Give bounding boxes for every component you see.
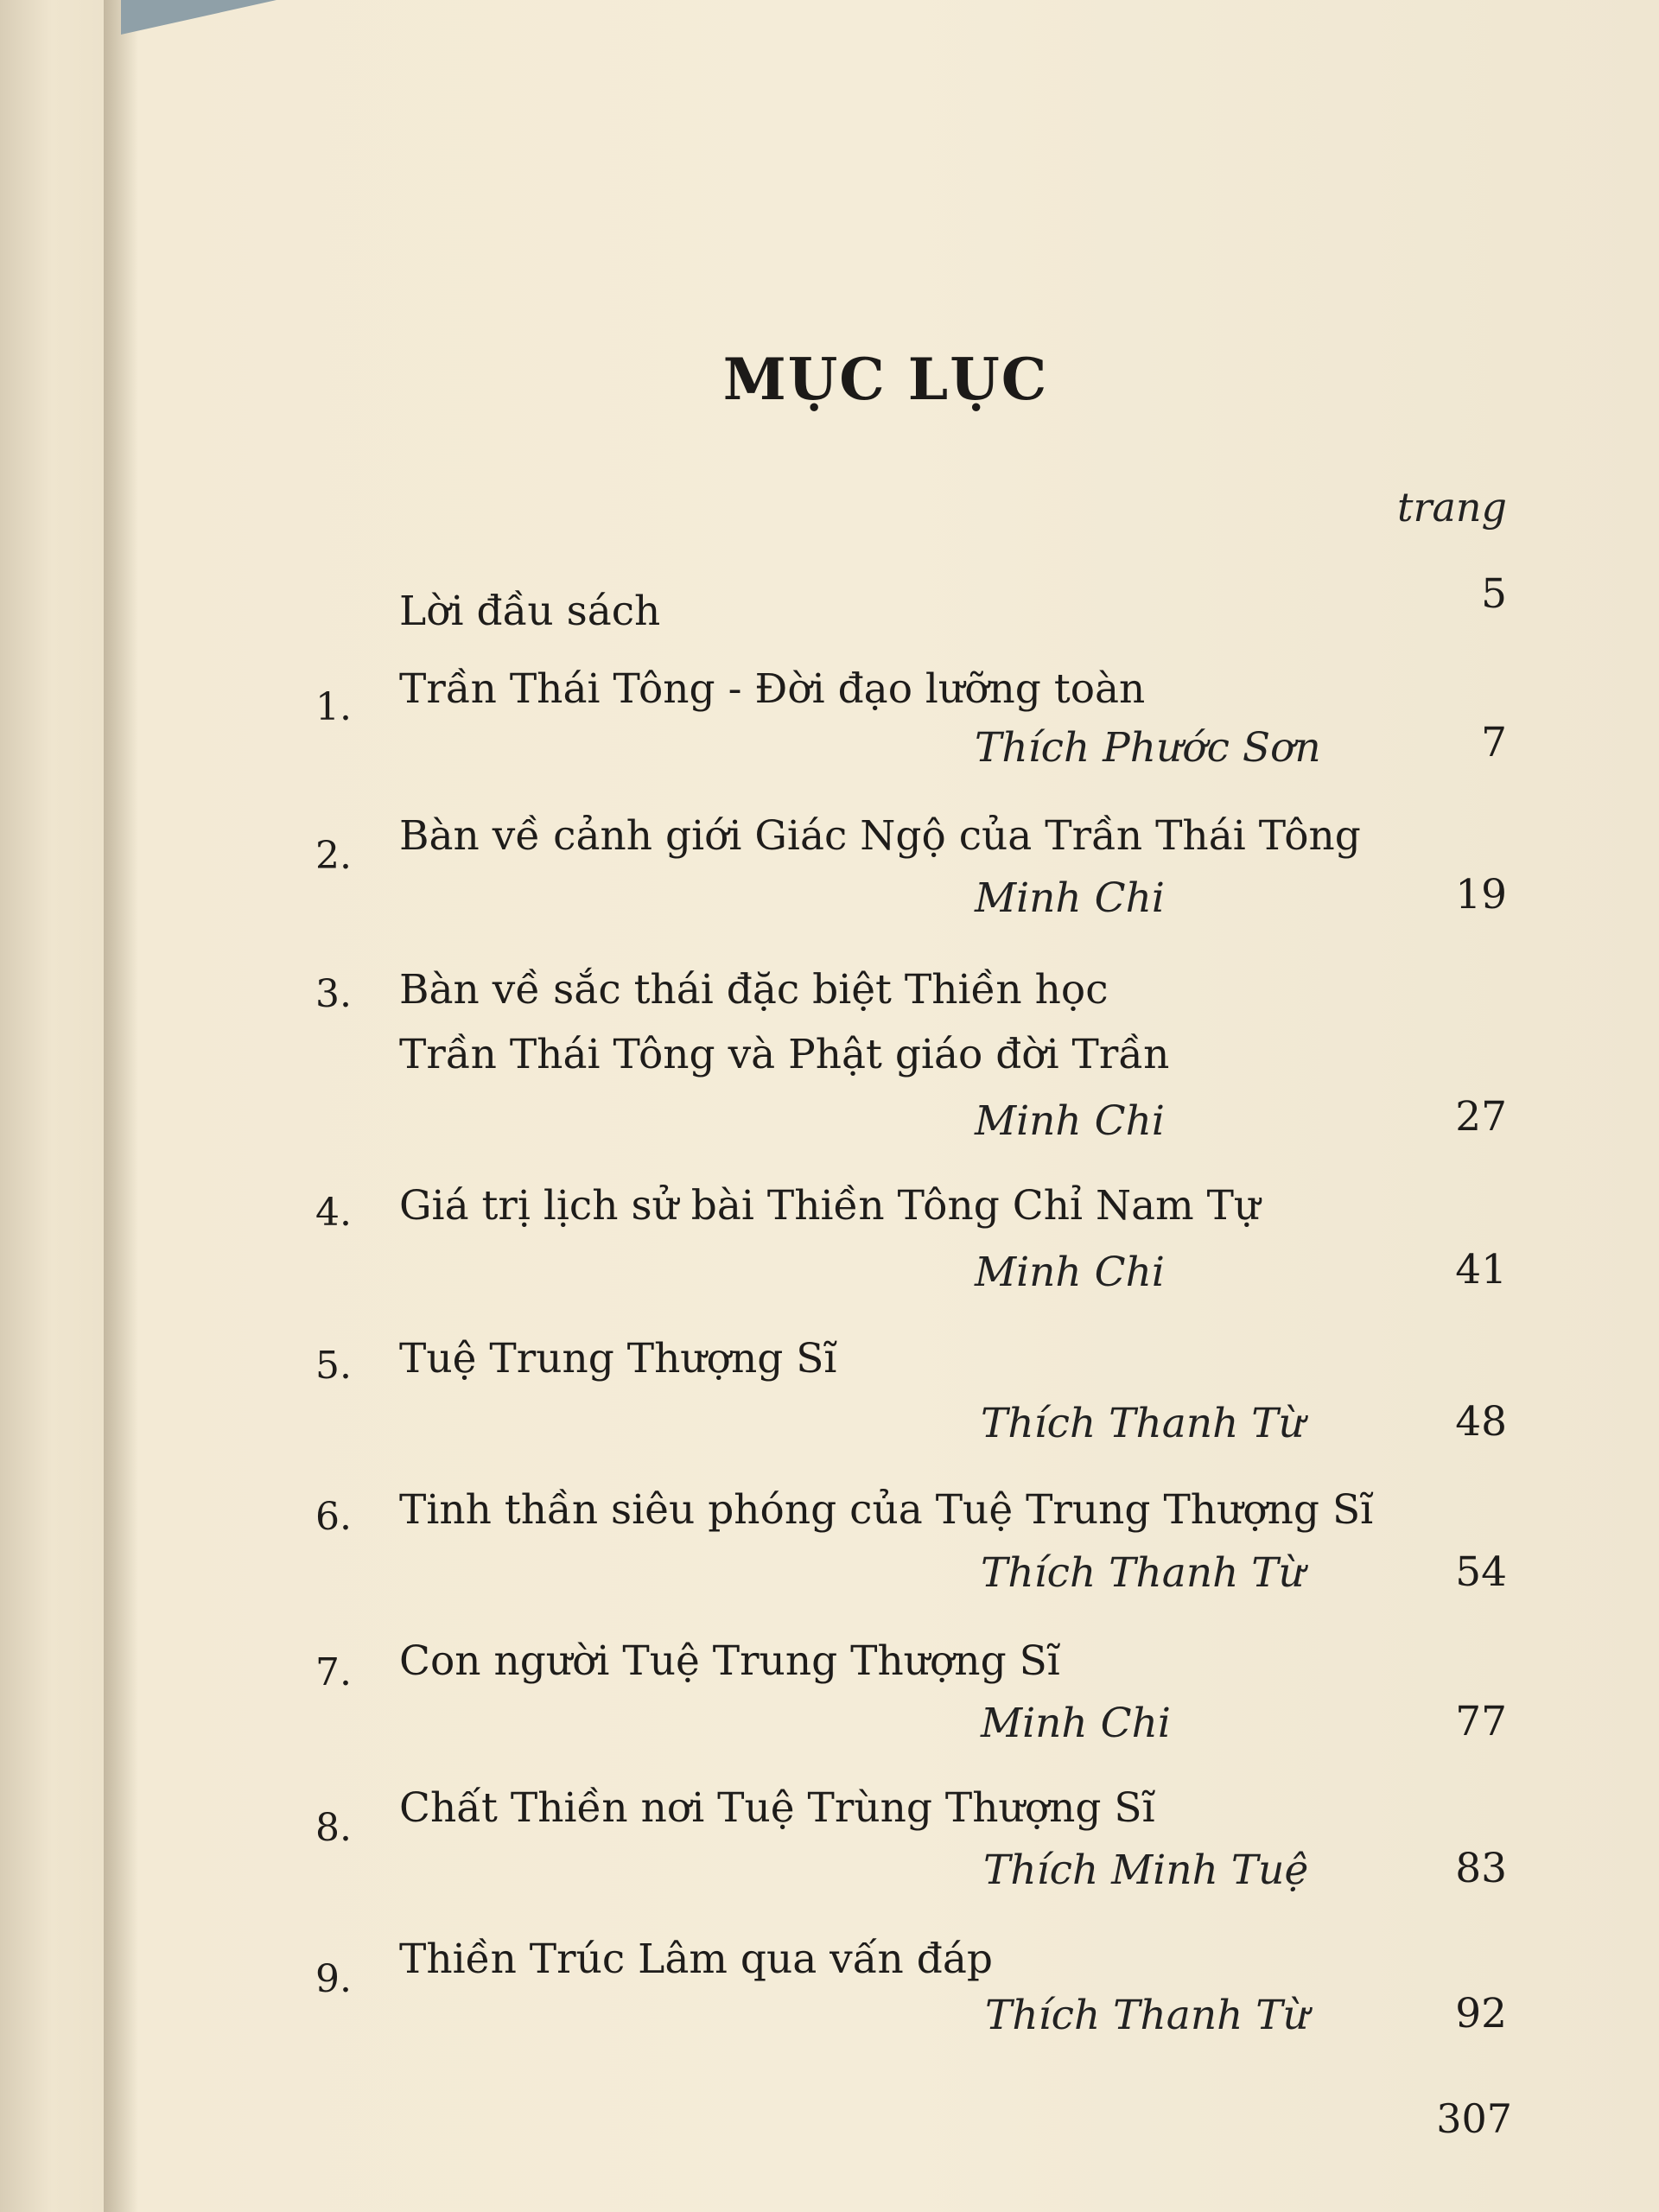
entry-title: Tuệ Trung Thượng Sĩ bbox=[399, 1335, 837, 1382]
entry-author: Minh Chi bbox=[981, 1700, 1171, 1747]
entry-title: Trần Thái Tông - Đời đạo lưỡng toàn bbox=[399, 665, 1146, 713]
entry-title: Bàn về cảnh giới Giác Ngộ của Trần Thái Tông bbox=[399, 812, 1361, 860]
entry-number: 3. bbox=[315, 972, 352, 1016]
entry-title-line-2: Trần Thái Tông và Phật giáo đời Trần bbox=[399, 1031, 1170, 1078]
preface-title: Lời đầu sách bbox=[399, 588, 661, 635]
page-corner bbox=[121, 0, 276, 35]
entry-number: 7. bbox=[315, 1650, 352, 1694]
entry-number: 8. bbox=[315, 1806, 352, 1850]
entry-title: Bàn về sắc thái đặc biệt Thiền học bbox=[399, 966, 1109, 1014]
entry-page: 54 bbox=[1455, 1548, 1507, 1596]
entry-author: Thích Phước Sơn bbox=[975, 724, 1321, 772]
entry-page: 77 bbox=[1455, 1698, 1507, 1745]
entry-number: 5. bbox=[315, 1344, 352, 1388]
entry-page: 19 bbox=[1455, 871, 1507, 918]
entry-number: 6. bbox=[315, 1495, 352, 1539]
entry-author: Minh Chi bbox=[975, 874, 1165, 922]
entry-number: 2. bbox=[315, 834, 352, 878]
entry-author: Thích Thanh Từ bbox=[981, 1400, 1305, 1447]
page-title: MỤC LỤC bbox=[722, 346, 1049, 413]
entry-number: 1. bbox=[315, 685, 352, 729]
entry-page: 92 bbox=[1455, 1990, 1507, 2037]
entry-title: Tinh thần siêu phóng của Tuệ Trung Thượng Sĩ bbox=[399, 1486, 1374, 1534]
entry-page: 48 bbox=[1455, 1398, 1507, 1446]
entry-author: Minh Chi bbox=[975, 1097, 1165, 1145]
entry-title: Con người Tuệ Trung Thượng Sĩ bbox=[399, 1637, 1060, 1685]
entry-author: Thích Thanh Từ bbox=[981, 1549, 1305, 1597]
entry-number: 4. bbox=[315, 1191, 352, 1235]
entry-page: 83 bbox=[1455, 1845, 1507, 1892]
entry-page: 7 bbox=[1481, 719, 1507, 766]
entry-author: Thích Thanh Từ bbox=[985, 1992, 1309, 2039]
entry-page: 27 bbox=[1455, 1093, 1507, 1141]
entry-title: Giá trị lịch sử bài Thiền Tông Chỉ Nam Tự bbox=[399, 1182, 1261, 1230]
entry-title: Chất Thiền nơi Tuệ Trùng Thượng Sĩ bbox=[399, 1784, 1155, 1832]
entry-page: 41 bbox=[1455, 1246, 1507, 1294]
entry-number: 9. bbox=[315, 1957, 352, 2001]
page-column-label: trang bbox=[1397, 484, 1507, 531]
entry-title: Thiền Trúc Lâm qua vấn đáp bbox=[399, 1936, 993, 1983]
entry-author: Minh Chi bbox=[975, 1249, 1165, 1296]
entry-author: Thích Minh Tuệ bbox=[983, 1847, 1309, 1894]
gutter-shadow bbox=[104, 0, 138, 2212]
page-number: 307 bbox=[1436, 2095, 1512, 2142]
preface-page: 5 bbox=[1481, 570, 1507, 618]
